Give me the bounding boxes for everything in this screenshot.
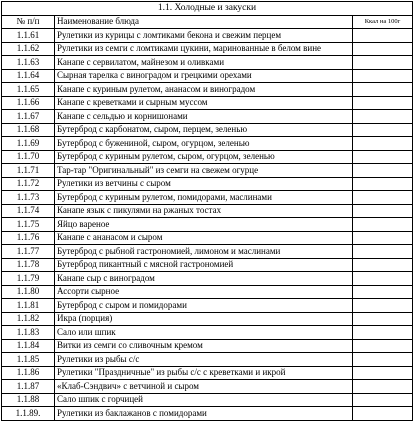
dish-kcal [353,164,413,178]
dish-name: Бутерброд с карбонатом, сыром, перцем, зеленью [55,123,353,137]
table-row [2,69,413,83]
dish-name: Рулетики из семги с ломтиками цукини, маринованные в белом вине [55,42,353,56]
table-row [2,258,413,272]
dish-number: 1.1.86 [2,366,55,380]
dish-name: Канапе язык с пикулями на ржаных тостах [55,204,353,218]
table-row [2,150,413,164]
table-row [2,177,413,191]
dish-kcal [353,110,413,124]
dish-name: Канапе с сельдью и корнишонами [55,110,353,124]
dish-number: 1.1.64 [2,69,55,83]
dish-name: Бутерброд с рыбной гастрономией, лимоном и маслинами [55,245,353,259]
dish-number: 1.1.74 [2,204,55,218]
dish-name: Сырная тарелка с виноградом и грецкими орехами [55,69,353,83]
table-row [2,393,413,407]
section-title-row [2,2,413,16]
dish-number: 1.1.84 [2,339,55,353]
dish-name: «Клаб-Сэндвич» с ветчиной и сыром [55,380,353,394]
dish-name: Тар-тар "Оригинальный" из семги на свежем огурце [55,164,353,178]
dish-name: Бутерброд с бужениной, сыром, огурцом, зеленью [55,137,353,151]
dish-kcal [353,29,413,43]
table-row [2,299,413,313]
table-row [2,29,413,43]
dish-number: 1.1.72 [2,177,55,191]
dish-number: 1.1.89. [2,407,55,421]
dish-kcal [353,96,413,110]
dish-number: 1.1.70 [2,150,55,164]
dish-name: Бутерброд пикантный с мясной гастрономией [55,258,353,272]
table-row [2,110,413,124]
dish-kcal [353,177,413,191]
dish-name: Канапе с креветками и сырным муссом [55,96,353,110]
menu-table-body [2,2,413,421]
dish-name: Канапе с ананасом и сыром [55,231,353,245]
table-row [2,83,413,97]
dish-name: Икра (порция) [55,312,353,326]
dish-kcal [353,407,413,421]
dish-name: Бутерброд с куриным рулетом, помидорами, маслинами [55,191,353,205]
table-row [2,312,413,326]
dish-number: 1.1.75 [2,218,55,232]
dish-kcal [353,83,413,97]
dish-kcal [353,258,413,272]
dish-kcal [353,231,413,245]
table-row [2,231,413,245]
table-row [2,407,413,421]
table-row [2,137,413,151]
dish-name: Рулетики из ветчины с сыром [55,177,353,191]
table-row [2,326,413,340]
dish-kcal [353,204,413,218]
dish-number: 1.1.82 [2,312,55,326]
dish-name: Бутерброд с сыром и помидорами [55,299,353,313]
dish-number: 1.1.81 [2,299,55,313]
dish-number: 1.1.77 [2,245,55,259]
table-row [2,56,413,70]
dish-number: 1.1.68 [2,123,55,137]
dish-name: Бутерброд с куриным рулетом, сыром, огурцом, зеленью [55,150,353,164]
dish-number: 1.1.85 [2,353,55,367]
dish-kcal [353,137,413,151]
table-row [2,353,413,367]
table-row [2,366,413,380]
dish-name: Яйцо вареное [55,218,353,232]
dish-number: 1.1.69 [2,137,55,151]
dish-kcal [353,326,413,340]
dish-kcal [353,191,413,205]
dish-kcal [353,393,413,407]
dish-number: 1.1.71 [2,164,55,178]
table-row [2,42,413,56]
table-row [2,204,413,218]
dish-name: Рулетики "Праздничные" из рыбы с/с с креветками и икрой [55,366,353,380]
dish-kcal [353,56,413,70]
dish-number: 1.1.65 [2,83,55,97]
dish-number: 1.1.61 [2,29,55,43]
dish-name: Рулетики из баклажанов с помидорами [55,407,353,421]
dish-number: 1.1.87 [2,380,55,394]
header-number: № п/п [2,15,55,29]
dish-number: 1.1.79 [2,272,55,286]
dish-name: Канапе сыр с виноградом [55,272,353,286]
table-row [2,245,413,259]
table-row [2,339,413,353]
dish-kcal [353,380,413,394]
dish-name: Канапе с сервилатом, майнезом и оливками [55,56,353,70]
dish-kcal [353,272,413,286]
table-row [2,218,413,232]
table-row [2,191,413,205]
dish-kcal [353,69,413,83]
table-row [2,164,413,178]
dish-number: 1.1.80 [2,285,55,299]
dish-kcal [353,366,413,380]
table-row [2,96,413,110]
dish-number: 1.1.76 [2,231,55,245]
header-dish-name: Наименование блюда [55,15,353,29]
dish-number: 1.1.73 [2,191,55,205]
dish-name: Рулетики из курицы с ломтиками бекона и свежим перцем [55,29,353,43]
table-row [2,272,413,286]
section-title: 1.1. Холодные и закуски [2,2,413,16]
dish-kcal [353,218,413,232]
dish-number: 1.1.63 [2,56,55,70]
dish-name: Сало шпик с горчицей [55,393,353,407]
dish-kcal [353,42,413,56]
menu-table [1,1,413,421]
table-row [2,123,413,137]
dish-kcal [353,150,413,164]
dish-name: Рулетики из рыбы с/с [55,353,353,367]
dish-kcal [353,312,413,326]
dish-number: 1.1.66 [2,96,55,110]
dish-number: 1.1.88 [2,393,55,407]
dish-kcal [353,123,413,137]
header-kcal: Ккал на 100г [353,15,413,29]
dish-number: 1.1.67 [2,110,55,124]
dish-number: 1.1.83 [2,326,55,340]
dish-kcal [353,299,413,313]
dish-kcal [353,353,413,367]
dish-number: 1.1.62 [2,42,55,56]
dish-name: Канапе с куриным рулетом, ананасом и виноградом [55,83,353,97]
dish-number: 1.1.78 [2,258,55,272]
header-row [2,15,413,29]
table-row [2,380,413,394]
dish-name: Сало или шпик [55,326,353,340]
dish-name: Витки из семги со сливочным кремом [55,339,353,353]
dish-kcal [353,285,413,299]
dish-name: Ассорти сырное [55,285,353,299]
dish-kcal [353,339,413,353]
table-row [2,285,413,299]
dish-kcal [353,245,413,259]
